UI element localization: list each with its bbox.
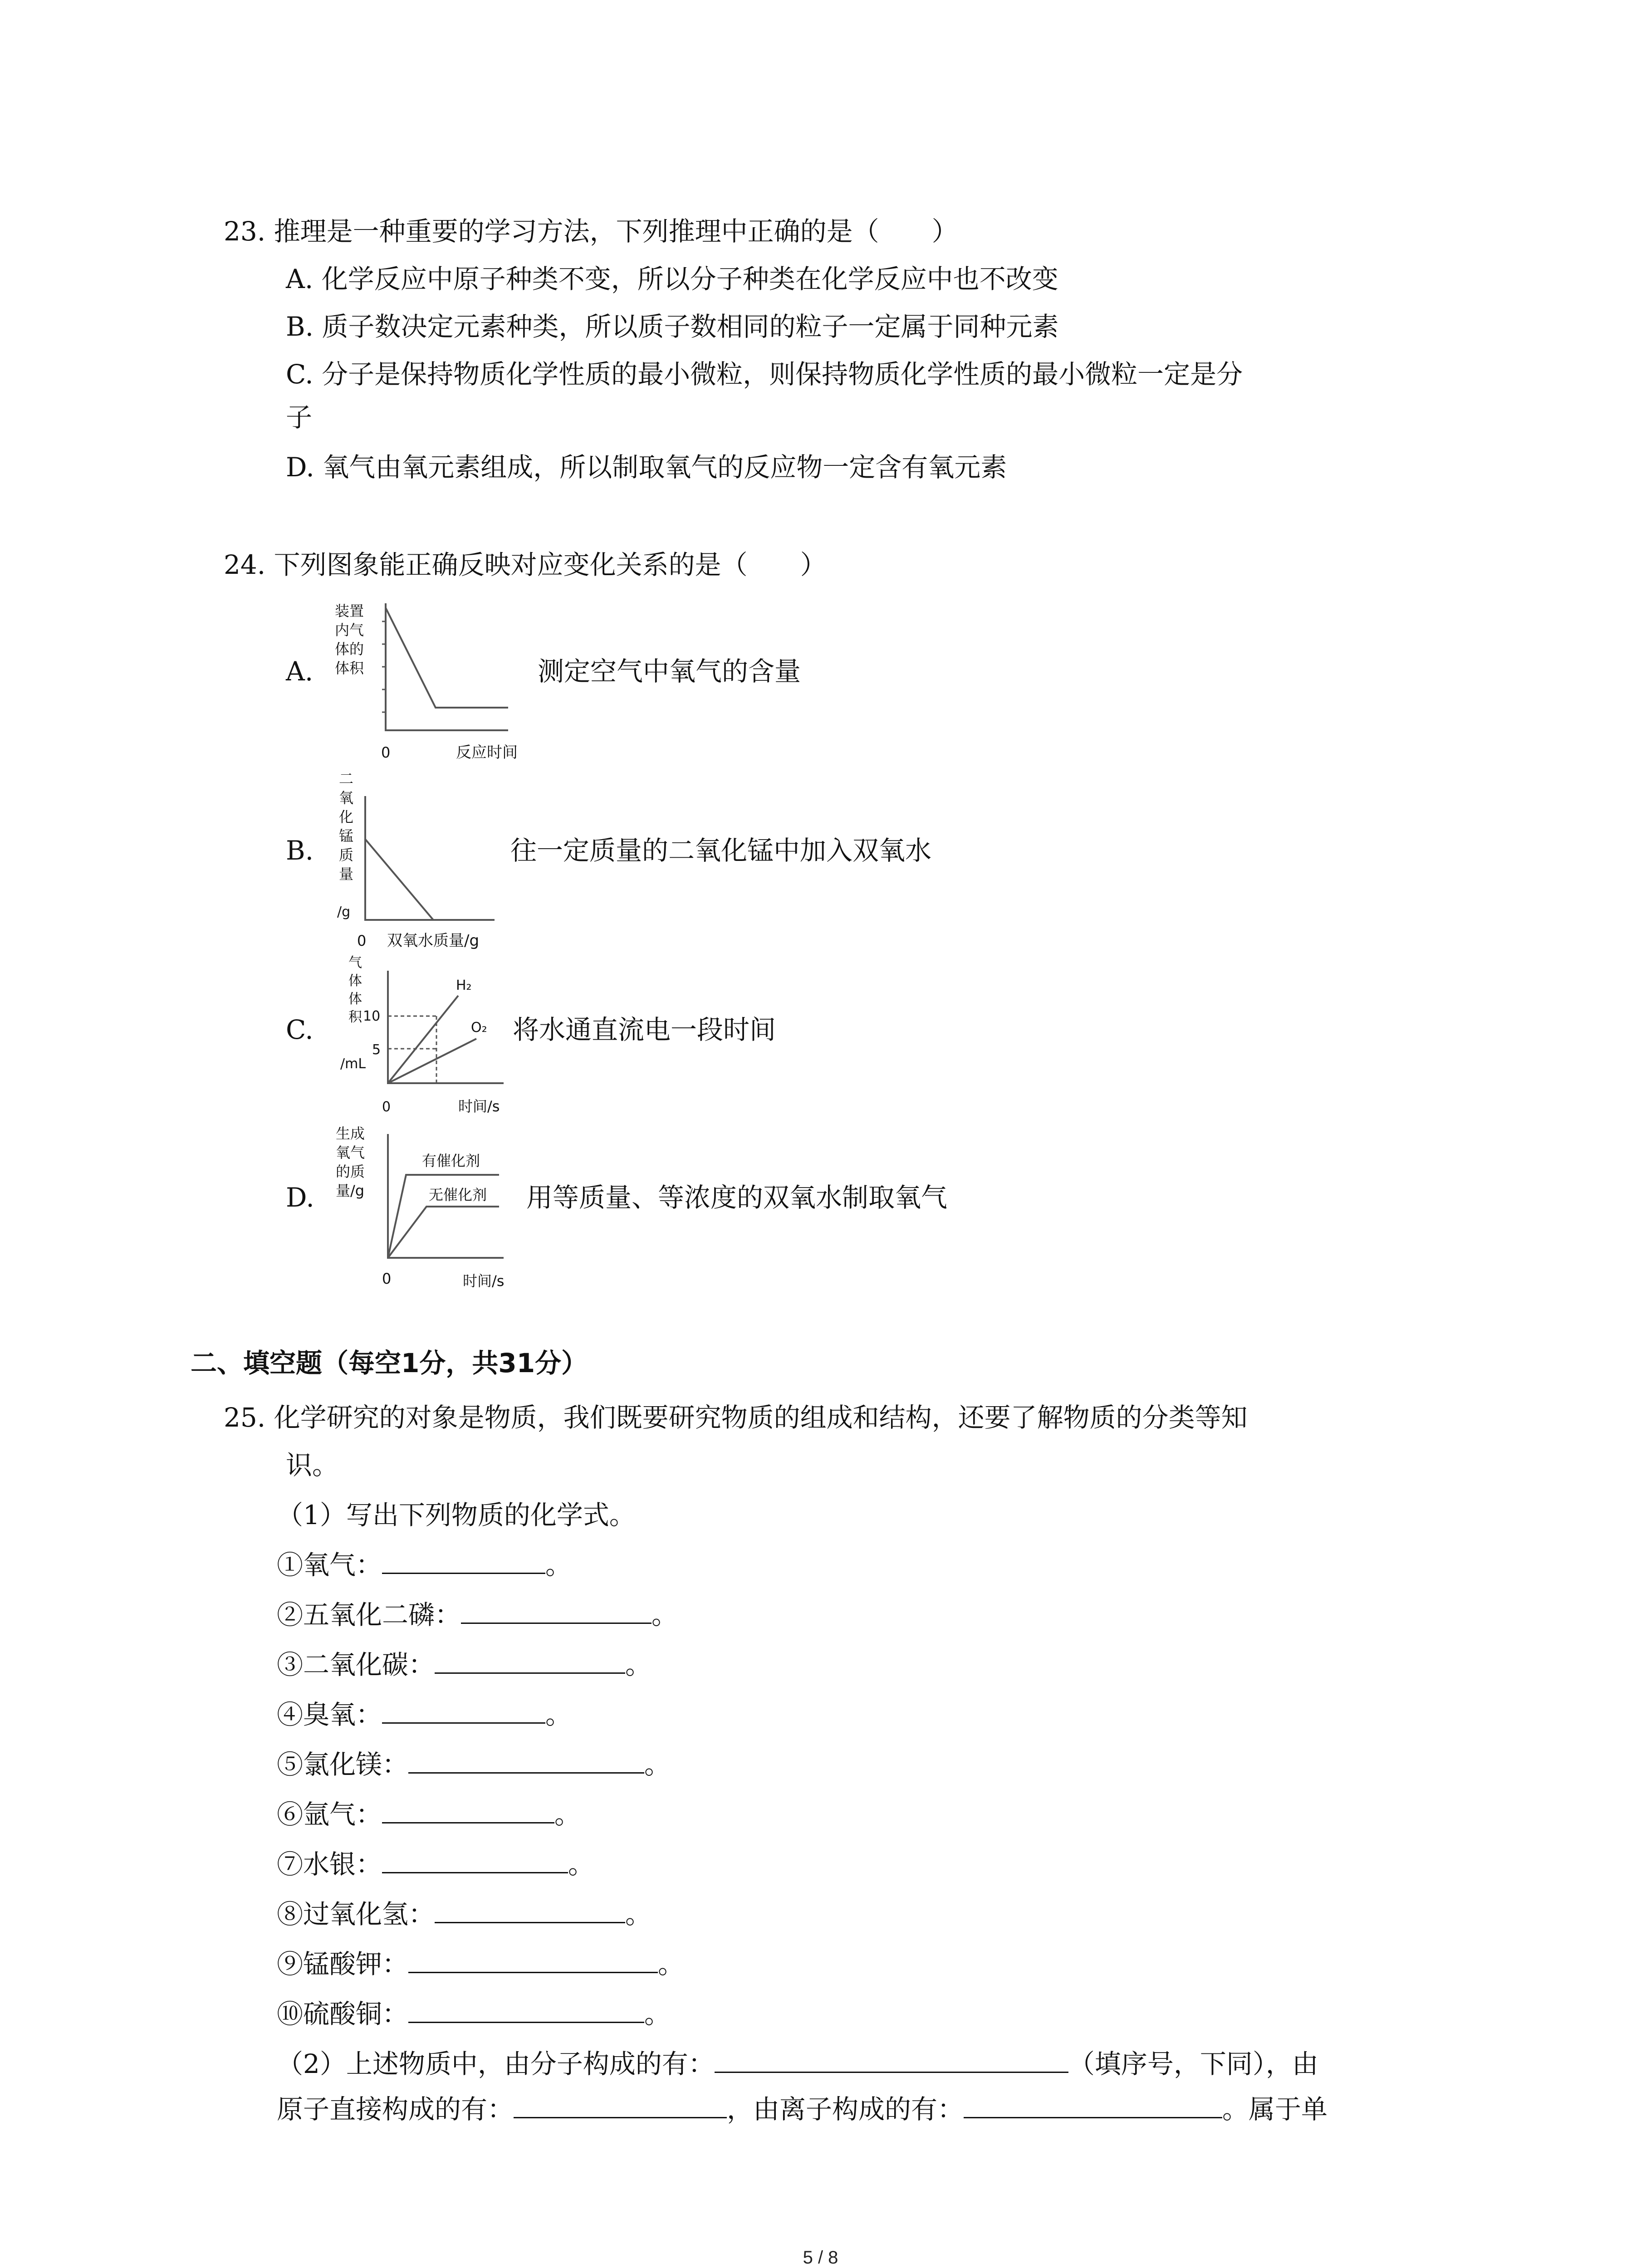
graph-b-ylabel-4: 锰 [339,827,354,845]
q25-item-3: ③二氧化碳： 。 [277,1649,652,1680]
q25-item-5: ⑤氯化镁： 。 [277,1749,671,1780]
item-label: ⑩硫酸铜： [277,1999,409,2029]
answer-blank[interactable] [382,1549,545,1574]
q24-option-b-desc: 往一定质量的二氧化锰中加入双氧水 [510,835,932,866]
graph-d-no-catalyst-label: 无催化剂 [429,1186,487,1203]
item-label: ⑥氩气： [277,1799,382,1830]
q24-graph-c [331,953,522,1139]
q24-option-c-letter: C. [286,1014,314,1045]
graph-c-origin: 0 [382,1099,391,1115]
graph-b-ylabel-3: 化 [339,808,354,826]
graph-b-ylabel-7: /g [337,904,351,920]
q24-option-b-letter: B. [286,835,314,866]
graph-c-o2-line [388,1039,476,1083]
q23-option-c-line2: 子 [286,402,313,433]
answer-blank[interactable] [408,1749,644,1774]
graph-c-ylabel-3: 体 [348,991,362,1007]
q25-stem-line1: 25. 化学研究的对象是物质，我们既要研究物质的组成和结构，还要了解物质的分类等知 [224,1402,1248,1433]
graph-a-ylabel-3: 体的 [335,640,364,658]
item-label: ⑦水银： [277,1849,382,1880]
graph-a-ylabel-4: 体积 [335,660,364,677]
item-label: ②五氧化二磷： [277,1599,461,1630]
q23-option-c-line1: C. 分子是保持物质化学性质的最小微粒，则保持物质化学性质的最小微粒一定是分 [286,359,1243,390]
answer-blank[interactable] [382,1848,568,1873]
section-2-title: 二、填空题（每空1分，共31分） [191,1348,588,1378]
answer-blank[interactable] [408,1998,644,2023]
item-label: ③二氧化碳： [277,1649,435,1680]
q24-graph-b [329,771,519,957]
q23-stem: 23. 推理是一种重要的学习方法，下列推理中正确的是（ ） [224,216,958,247]
graph-c-xlabel: 时间/s [458,1098,500,1115]
answer-blank-atoms[interactable] [514,2093,727,2118]
q25-item-10: ⑩硫酸铜： 。 [277,1999,671,2029]
graph-c-ylabel-2: 体 [348,973,362,989]
q25-item-9: ⑨锰酸钾： 。 [277,1949,685,1980]
graph-d-origin: 0 [382,1270,392,1287]
graph-a-ylabel-1: 装置 [335,602,364,620]
graph-b-ylabel-5: 质 [339,846,354,864]
graph-b-xlabel: 双氧水质量/g [387,932,480,950]
q25-item-2: ②五氧化二磷： 。 [277,1599,678,1630]
graph-c-h2-label: H₂ [456,978,472,993]
q23-option-b: B. 质子数决定元素种类，所以质子数相同的粒子一定属于同种元素 [286,311,1059,342]
graph-c-tick-5: 5 [372,1042,381,1058]
q25-sub2-line1: （2）上述物质中，由分子构成的有： （填序号，下同），由 [277,2048,1318,2079]
graph-d-ylabel-3: 的质 [336,1163,365,1180]
q24-option-a-desc: 测定空气中氧气的含量 [538,656,801,687]
q25-item-7: ⑦水银： 。 [277,1849,595,1880]
answer-blank[interactable] [435,1649,625,1674]
item-label: ⑧过氧化氢： [277,1899,435,1930]
graph-d-ylabel-2: 氧气 [336,1144,365,1161]
item-label: ⑤氯化镁： [277,1749,409,1780]
answer-blank-molecules[interactable] [715,2048,1068,2073]
graph-a-curve [386,608,508,708]
graph-b-ylabel-2: 氧 [339,789,354,807]
q23-option-a: A. 化学反应中原子种类不变，所以分子种类在化学反应中也不改变 [286,264,1058,294]
answer-blank[interactable] [461,1599,652,1624]
graph-b-ylabel-6: 量 [339,865,354,883]
graph-d-xlabel: 时间/s [463,1272,505,1290]
graph-b-ylabel-1: 二 [339,771,354,787]
q25-item-6: ⑥氩气： 。 [277,1799,581,1830]
graph-b-origin: 0 [357,932,367,949]
graph-d-catalyst-label: 有催化剂 [422,1152,480,1169]
q24-option-d-letter: D. [286,1182,314,1213]
graph-a-origin: 0 [381,744,391,761]
q25-item-8: ⑧过氧化氢： 。 [277,1899,652,1930]
graph-d-ylabel-4: 量/g [336,1182,365,1199]
answer-blank[interactable] [382,1699,545,1724]
q25-sub2-line2: 原子直接构成的有： ，由离子构成的有： 。属于单 [277,2094,1328,2125]
q23-option-d: D. 氧气由氧元素组成，所以制取氧气的反应物一定含有氧元素 [286,452,1007,483]
q24-option-c-desc: 将水通直流电一段时间 [513,1014,776,1045]
graph-c-o2-label: O₂ [471,1020,487,1036]
item-label: ⑨锰酸钾： [277,1949,409,1980]
q24-stem: 24. 下列图象能正确反映对应变化关系的是（ ） [224,549,827,580]
answer-blank-ions[interactable] [964,2093,1222,2118]
q24-graph-d [331,1123,526,1295]
q24-option-d-desc: 用等质量、等浓度的双氧水制取氧气 [526,1182,948,1213]
answer-blank[interactable] [382,1799,554,1823]
graph-c-tick-10: 10 [363,1008,381,1024]
answer-blank[interactable] [435,1898,625,1923]
graph-a-xlabel: 反应时间 [456,743,518,762]
graph-b-curve [365,839,433,920]
item-label: ④臭氧： [277,1699,382,1730]
q25-item-1: ①氧气： 。 [277,1549,572,1580]
answer-blank[interactable] [408,1948,658,1973]
item-label: ①氧气： [277,1549,382,1580]
q24-graph-a [327,599,535,771]
graph-c-ylabel-1: 气 [348,955,362,971]
q25-sub1: （1）写出下列物质的化学式。 [277,1500,636,1530]
graph-c-h2-line [388,996,458,1083]
q24-option-a-letter: A. [286,656,314,687]
graph-d-no-catalyst-curve [388,1207,499,1258]
q25-stem-line2: 识。 [286,1450,339,1481]
graph-d-ylabel-1: 生成 [336,1125,365,1142]
page-number: 5 / 8 [803,2248,838,2268]
graph-c-ylabel-4: 积 [348,1009,362,1025]
q25-item-4: ④臭氧： 。 [277,1699,572,1730]
graph-a-ylabel-2: 内气 [335,621,364,639]
graph-c-ylabel-5: /mL [340,1056,366,1072]
